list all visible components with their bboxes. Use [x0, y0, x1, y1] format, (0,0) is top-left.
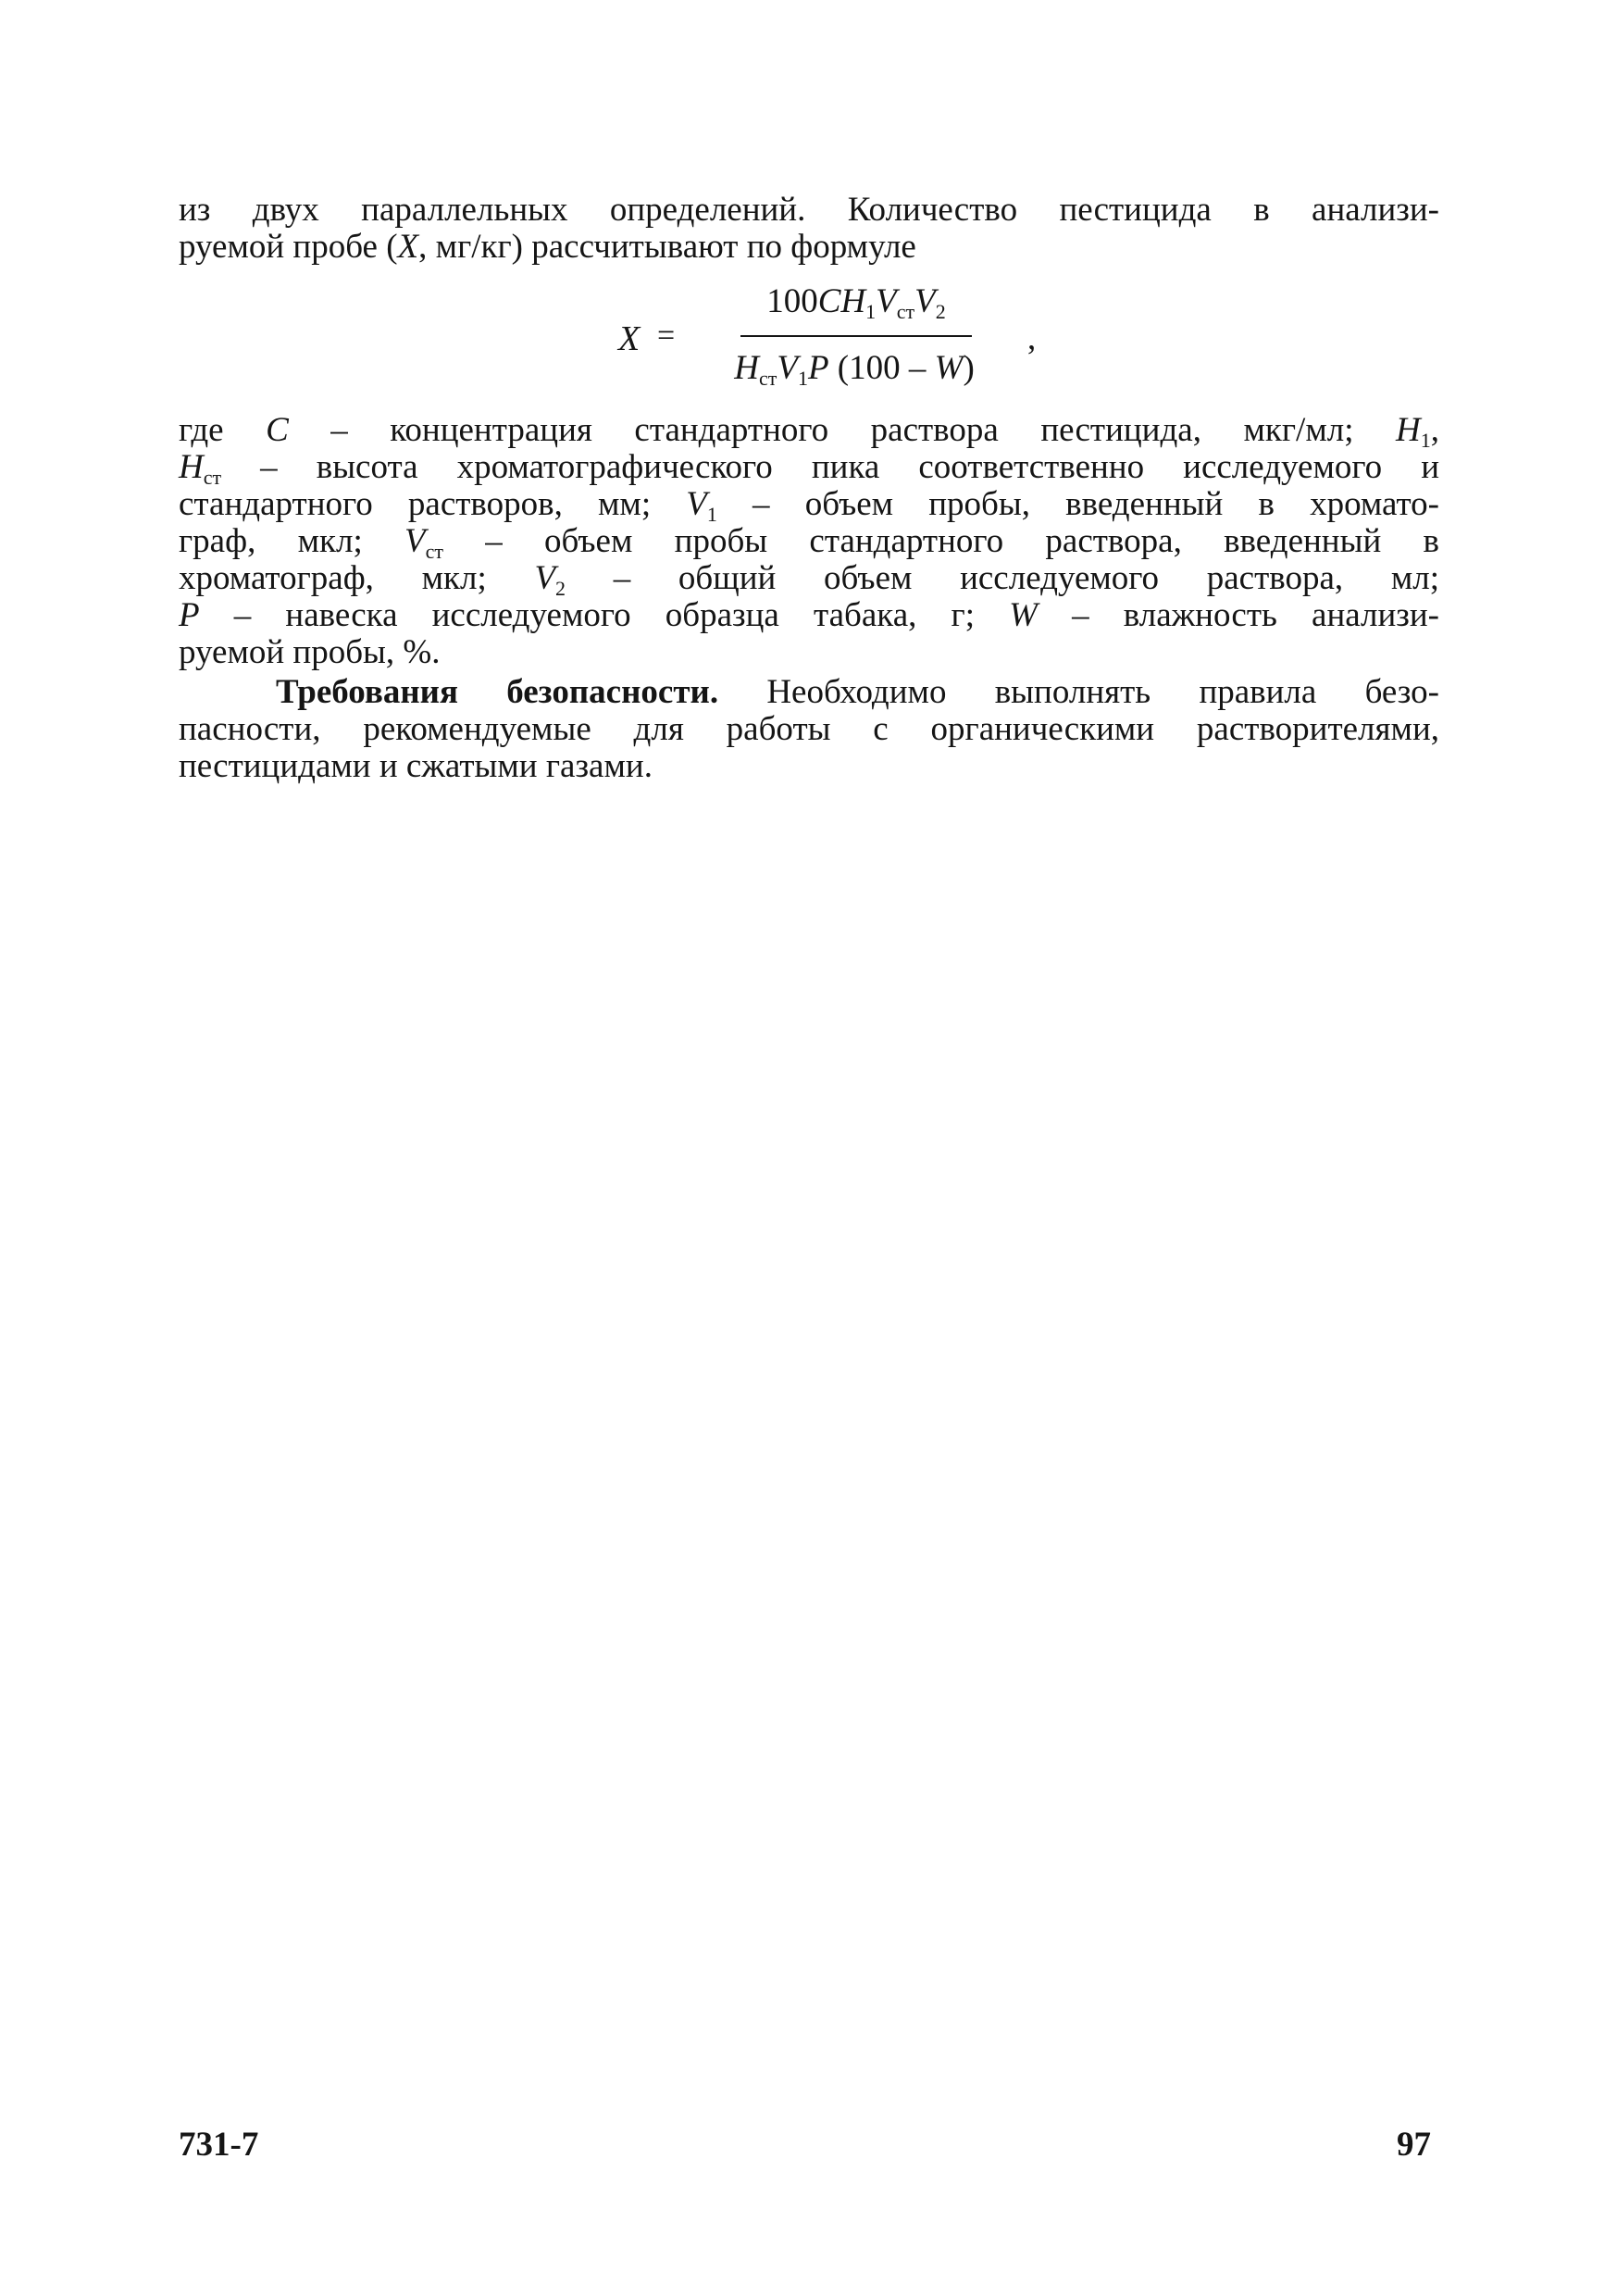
safety-line-1-rest: Необходимо выполнять правила безо-	[718, 673, 1440, 711]
formula-comma: ,	[1027, 319, 1037, 357]
definitions-line-3: стандартного растворов, мм; $V_1$ – объем пробы, введенный в хромато-	[179, 485, 1439, 526]
formula-equals: =	[657, 318, 676, 353]
fraction-bar	[740, 335, 972, 337]
paragraph-intro	[179, 192, 1439, 266]
definitions-line-1: где C – концентрация стандартного раствора пестицида, мкг/мл; $H_1$,	[179, 411, 1439, 452]
safety-heading: Требования безопасности.	[276, 673, 719, 711]
definitions-line-5: хроматограф, мкл; $V_2$ – общий объем исследуемого раствора, мл;	[179, 559, 1439, 600]
safety-line-1	[179, 674, 1439, 711]
formula-numerator: $100CH_1V_{ст}V_2$	[766, 282, 946, 323]
definitions-line-7: руемой пробы, %.	[179, 633, 441, 671]
footer-code: 731-7	[179, 2126, 259, 2164]
formula-lhs: X	[618, 319, 641, 358]
definitions-line-6: P – навеска исследуемого образца табака, г; W – влажность анализи-	[179, 596, 1439, 634]
page-number: 97	[1397, 2126, 1431, 2164]
paragraph-definitions	[179, 412, 1439, 671]
paragraph-safety	[179, 674, 1439, 785]
intro-line-1: из двух параллельных определений. Количество пестицида в анализи-	[179, 191, 1439, 229]
definitions-line-2: $H_{ст}$ – высота хроматографического пика соответственно исследуемого и	[179, 448, 1439, 489]
safety-line-2: пасности, рекомендуемые для работы с органическими растворителями,	[179, 710, 1439, 748]
intro-line-2: руемой пробе (X, мг/кг) рассчитывают по формуле	[179, 228, 916, 266]
definitions-line-4: граф, мкл; $V_{ст}$ – объем пробы стандартного раствора, введенный в	[179, 522, 1439, 563]
formula-denominator: $H_{ст}V_1P$ (100 – W)	[734, 349, 975, 390]
safety-line-3: пестицидами и сжатыми газами.	[179, 747, 653, 785]
formula	[600, 278, 1044, 398]
